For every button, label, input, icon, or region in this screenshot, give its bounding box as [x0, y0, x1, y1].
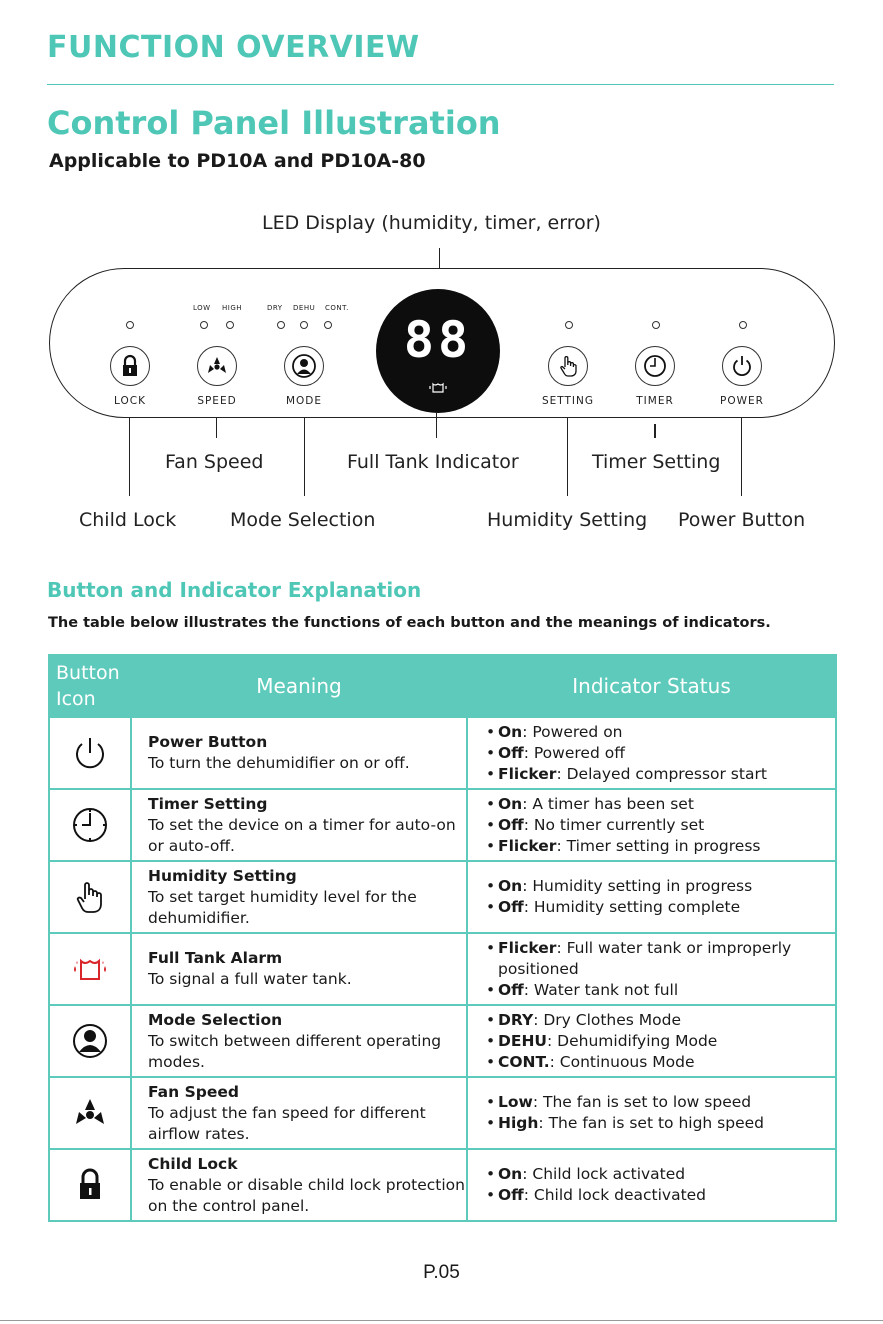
led-label-dry: DRY: [267, 304, 283, 312]
lock-led: [126, 321, 134, 329]
header-meaning: Meaning: [131, 655, 467, 717]
display-digits: 88: [403, 311, 473, 369]
row-desc: To signal a full water tank.: [148, 970, 352, 988]
explanation-description: The table below illustrates the functions of each button and the meanings of indicators.: [48, 615, 771, 631]
power-button[interactable]: [722, 346, 762, 386]
table-row: [49, 789, 836, 861]
table-row: [49, 933, 836, 1005]
leader-line-full-tank: [436, 413, 437, 438]
lock-label: LOCK: [114, 395, 146, 407]
row-name: Fan Speed: [148, 1082, 239, 1101]
setting-led: [565, 321, 573, 329]
applicable-models: Applicable to PD10A and PD10A-80: [49, 150, 426, 172]
speed-label: SPEED: [197, 395, 237, 407]
page-title: FUNCTION OVERVIEW: [47, 30, 420, 65]
status-item: • High: The fan is set to high speed: [498, 1113, 835, 1134]
bottom-divider: [0, 1320, 883, 1321]
low-led: [200, 321, 208, 329]
status-item: • On: Powered on: [498, 722, 835, 743]
table-row: [49, 1005, 836, 1077]
callout-power: Power Button: [678, 509, 806, 531]
table-row: [49, 1149, 836, 1221]
setting-button[interactable]: [548, 346, 588, 386]
hand-icon: [555, 353, 581, 379]
status-item: • On: Child lock activated: [498, 1164, 835, 1185]
leader-line-mode: [304, 418, 305, 496]
power-led: [739, 321, 747, 329]
cont-led: [324, 321, 332, 329]
full-tank-indicator-icon: [429, 382, 447, 394]
page-number: P.05: [423, 1262, 460, 1283]
status-item: • Off: Powered off: [498, 743, 835, 764]
status-item: • Low: The fan is set to low speed: [498, 1092, 835, 1113]
lock-icon: [117, 353, 143, 379]
status-item: • Flicker: Full water tank or improperly positioned: [498, 938, 835, 980]
leader-line-power: [741, 418, 742, 496]
timer-button[interactable]: [635, 346, 675, 386]
mode-label: MODE: [285, 395, 323, 407]
led-display: [376, 289, 500, 413]
timer-icon: [642, 353, 668, 379]
lock-button[interactable]: [110, 346, 150, 386]
row-desc: To set target humidity level for the dehumidifier.: [148, 887, 417, 927]
status-item: • DRY: Dry Clothes Mode: [498, 1010, 835, 1031]
leader-line-fan-speed: [216, 418, 217, 438]
status-item: • Flicker: Timer setting in progress: [498, 836, 835, 857]
callout-humidity: Humidity Setting: [487, 509, 648, 531]
led-label-high: HIGH: [222, 304, 243, 312]
header-indicator-status: Indicator Status: [467, 655, 836, 717]
row-desc: To turn the dehumidifier on or off.: [148, 754, 410, 772]
high-led: [226, 321, 234, 329]
title-divider: [47, 84, 834, 85]
setting-label: SETTING: [541, 395, 595, 407]
status-item: • Off: No timer currently set: [498, 815, 835, 836]
status-item: • DEHU: Dehumidifying Mode: [498, 1031, 835, 1052]
timer-led: [652, 321, 660, 329]
row-name: Power Button: [148, 733, 268, 751]
led-label-low: LOW: [193, 304, 211, 312]
row-name: Mode Selection: [148, 1010, 283, 1029]
callout-child-lock: Child Lock: [79, 509, 177, 531]
status-item: • CONT.: Continuous Mode: [498, 1052, 835, 1073]
status-item: • Off: Child lock deactivated: [498, 1185, 835, 1206]
section-title: Control Panel Illustration: [47, 104, 501, 142]
status-item: • On: A timer has been set: [498, 794, 835, 815]
callout-led-display: LED Display (humidity, timer, error): [262, 212, 601, 234]
dehu-led: [300, 321, 308, 329]
explanation-title: Button and Indicator Explanation: [47, 578, 422, 602]
leader-line-child-lock: [129, 418, 130, 496]
lock-icon: [70, 1165, 110, 1205]
row-name: Humidity Setting: [148, 866, 297, 885]
callout-fan-speed: Fan Speed: [165, 451, 264, 473]
mode-icon: [291, 353, 317, 379]
row-desc: To adjust the fan speed for different airflow rates.: [148, 1103, 426, 1143]
power-icon: [70, 733, 110, 773]
row-name: Child Lock: [148, 1154, 238, 1173]
speed-button[interactable]: [197, 346, 237, 386]
status-item: • On: Humidity setting in progress: [498, 876, 835, 897]
callout-mode: Mode Selection: [230, 509, 376, 531]
row-desc: To set the device on a timer for auto-on or auto-off.: [148, 815, 456, 855]
explanation-table: [48, 654, 837, 1222]
led-label-cont: CONT.: [325, 304, 349, 312]
status-item: • Flicker: Delayed compressor start: [498, 764, 835, 785]
timer-icon: [70, 805, 110, 845]
table-row: [49, 717, 836, 789]
power-label: POWER: [720, 395, 764, 407]
mode-icon: [70, 1021, 110, 1061]
mode-button[interactable]: [284, 346, 324, 386]
timer-label: TIMER: [636, 395, 674, 407]
dry-led: [277, 321, 285, 329]
callout-timer: Timer Setting: [592, 451, 721, 473]
table-row: [49, 1077, 836, 1149]
leader-line-humidity: [567, 418, 568, 496]
fan-icon: [204, 353, 230, 379]
row-name: Timer Setting: [148, 794, 268, 813]
callout-full-tank: Full Tank Indicator: [347, 451, 519, 473]
power-icon: [729, 353, 755, 379]
led-label-dehu: DEHU: [293, 304, 316, 312]
header-button-icon: Button Icon: [49, 655, 131, 717]
table-row: [49, 861, 836, 933]
leader-line-timer: [654, 424, 656, 438]
full-tank-icon: [70, 949, 110, 989]
table-header-row: [49, 655, 836, 717]
hand-icon: [70, 877, 110, 917]
status-item: • Off: Water tank not full: [498, 980, 835, 1001]
status-item: • Off: Humidity setting complete: [498, 897, 835, 918]
row-desc: To switch between different operating modes.: [148, 1031, 442, 1071]
fan-icon: [70, 1093, 110, 1133]
row-name: Full Tank Alarm: [148, 949, 283, 967]
row-desc: To enable or disable child lock protection on the control panel.: [148, 1175, 465, 1215]
